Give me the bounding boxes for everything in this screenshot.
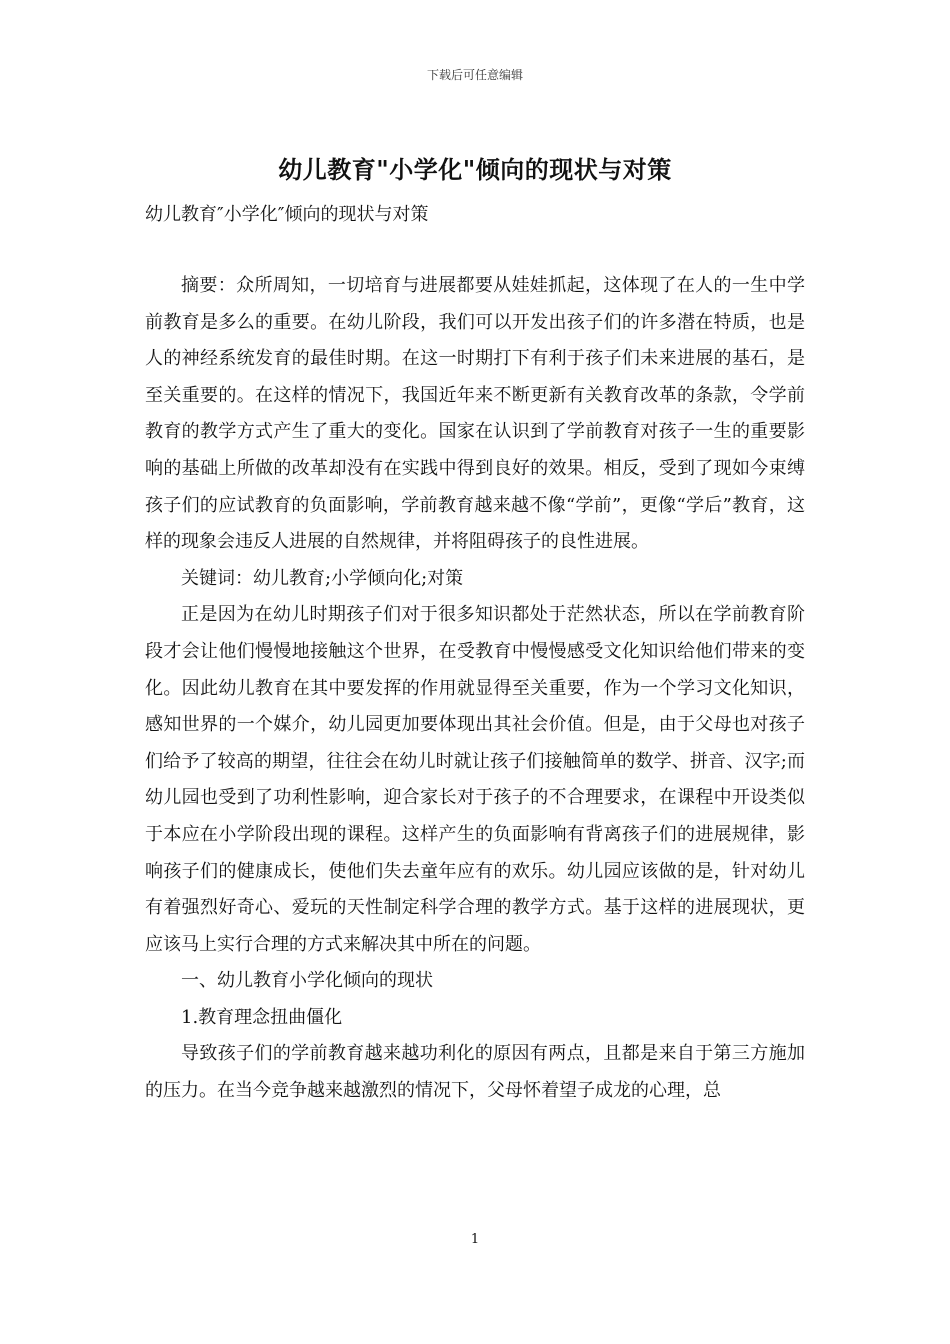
page-number: 1 (470, 1232, 480, 1247)
document-subtitle: 幼儿教育″小学化″倾向的现状与对策 (145, 204, 429, 225)
body-paragraph: 导致孩子们的学前教育越来越功利化的原因有两点，且都是来自于第三方施加的压力。在当今竞争越来越激烈的情况下，父母怀着望子成龙的心理，总 (145, 1043, 805, 1102)
keywords-paragraph: 关键词：幼儿教育;小学倾向化;对策 (181, 567, 464, 589)
abstract-paragraph: 摘要：众所周知，一切培育与进展都要从娃娃抓起，这体现了在人的一生中学前教育是多么的重要。在幼儿阶段，我们可以开发出孩子们的许多潜在特质，也是人的神经系统发育的最佳时期。在这一时期打下有利于孩子们未来进展的基石，是至关重要的。在这样的情况下，我国近年来不断更新有关教育改革的条款，令学前教育的教学方式产生了重大的变化。国家在认识到了学前教育对孩子一生的重要影响的基础上所做的改革却没有在实践中得到良好的效果。相反，受到了现如今束缚孩子们的应试教育的负面影响，学前教育越来越不像“学前”，更像“学后”教育，这样的现象会违反人进展的自然规律，并将阻碍孩子的良性进展。 (145, 275, 805, 553)
document-body (145, 268, 805, 1110)
subsection-heading: 1.教育理念扭曲僵化 (181, 1006, 343, 1028)
intro-paragraph: 正是因为在幼儿时期孩子们对于很多知识都处于茫然状态，所以在学前教育阶段才会让他们慢慢地接触这个世界，在受教育中慢慢感受文化知识给他们带来的变化。因此幼儿教育在其中要发挥的作用就显得至关重要，作为一个学习文化知识，感知世界的一个媒介，幼儿园更加要体现出其社会价值。但是，由于父母也对孩子们给予了较高的期望，往往会在幼儿时就让孩子们接触简单的数学、拼音、汉字;而幼儿园也受到了功利性影响，迎合家长对于孩子的不合理要求，在课程中开设类似于本应在小学阶段出现的课程。这样产生的负面影响有背离孩子们的进展规律，影响孩子们的健康成长，使他们失去童年应有的欢乐。幼儿园应该做的是，针对幼儿有着强烈好奇心、爱玩的天性制定科学合理的教学方式。基于这样的进展现状，更应该马上实行合理的方式来解决其中所在的问题。 (145, 604, 805, 955)
document-title: 幼儿教育"小学化"倾向的现状与对策 (278, 155, 672, 184)
section-heading: 一、幼儿教育小学化倾向的现状 (181, 970, 433, 992)
header-note: 下载后可任意编辑 (426, 68, 523, 82)
